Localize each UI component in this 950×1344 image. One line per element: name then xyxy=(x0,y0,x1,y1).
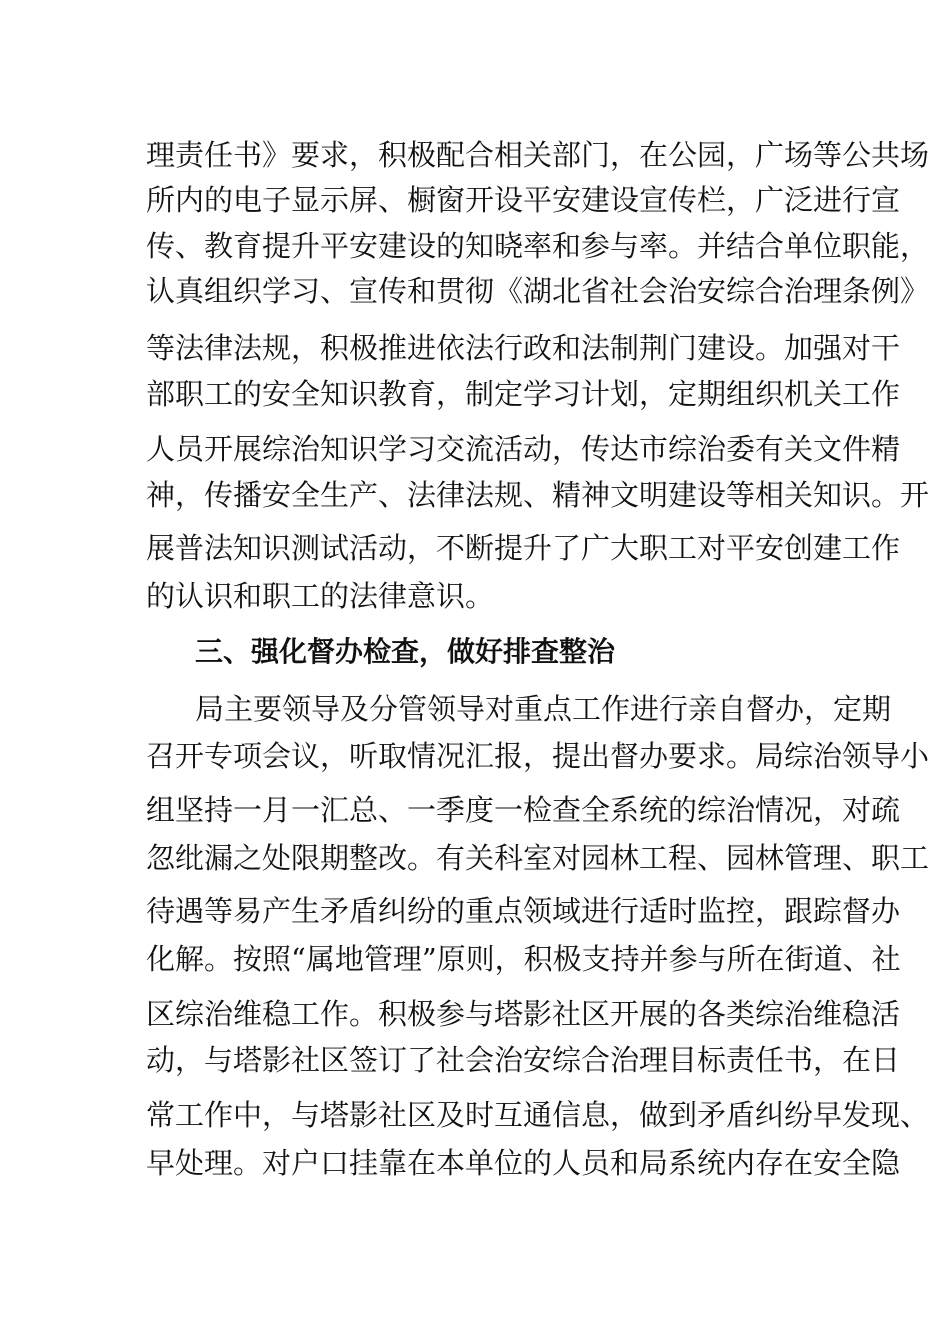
section-heading: 三、强化督办检查，做好排查整治 xyxy=(195,635,616,668)
paragraph-1-line-2: 所内的电子显示屏、橱窗开设平安建设宣传栏，广泛进行宣 xyxy=(146,183,901,217)
paragraph-1-line-9: 展普法知识测试活动，不断提升了广大职工对平安创建工作 xyxy=(146,531,901,565)
paragraph-1-line-10: 的认识和职工的法律意识。 xyxy=(146,579,495,613)
paragraph-2-line-2: 召开专项会议，听取情况汇报，提出督办要求。局综治领导小 xyxy=(146,739,930,773)
paragraph-2-line-10: 早处理。对户口挂靠在本单位的人员和局系统内存在安全隐 xyxy=(146,1146,901,1180)
paragraph-2-line-8: 动，与塔影社区签订了社会治安综合治理目标责任书，在日 xyxy=(146,1043,901,1077)
paragraph-2-line-4: 忽纰漏之处限期整改。有关科室对园林工程、园林管理、职工 xyxy=(146,841,930,875)
paragraph-1-line-3: 传、教育提升平安建设的知晓率和参与率。并结合单位职能， xyxy=(146,229,930,263)
paragraph-2-line-3: 组坚持一月一汇总、一季度一检查全系统的综治情况，对疏 xyxy=(146,793,901,827)
paragraph-2-line-7: 区综治维稳工作。积极参与塔影社区开展的各类综治维稳活 xyxy=(146,997,901,1031)
paragraph-2-line-9: 常工作中，与塔影社区及时互通信息，做到矛盾纠纷早发现、 xyxy=(146,1098,930,1132)
paragraph-2-line-6: 化解。按照“属地管理”原则，积极支持并参与所在街道、社 xyxy=(146,942,901,976)
paragraph-1-line-8: 神，传播安全生产、法律法规、精神文明建设等相关知识。开 xyxy=(146,478,930,512)
paragraph-1-line-5: 等法律法规，积极推进依法行政和法制荆门建设。加强对干 xyxy=(146,331,901,365)
paragraph-1-line-1: 理责任书》要求，积极配合相关部门，在公园，广场等公共场 xyxy=(146,138,930,172)
paragraph-1-line-7: 人员开展综治知识学习交流活动，传达市综治委有关文件精 xyxy=(146,432,901,466)
paragraph-1-line-4: 认真组织学习、宣传和贯彻《湖北省社会治安综合治理条例》 xyxy=(146,274,930,308)
paragraph-1-line-6: 部职工的安全知识教育，制定学习计划，定期组织机关工作 xyxy=(146,377,901,411)
paragraph-2-line-5: 待遇等易产生矛盾纠纷的重点领域进行适时监控，跟踪督办 xyxy=(146,894,901,928)
paragraph-2-line-1: 局主要领导及分管领导对重点工作进行亲自督办，定期 xyxy=(195,692,892,726)
